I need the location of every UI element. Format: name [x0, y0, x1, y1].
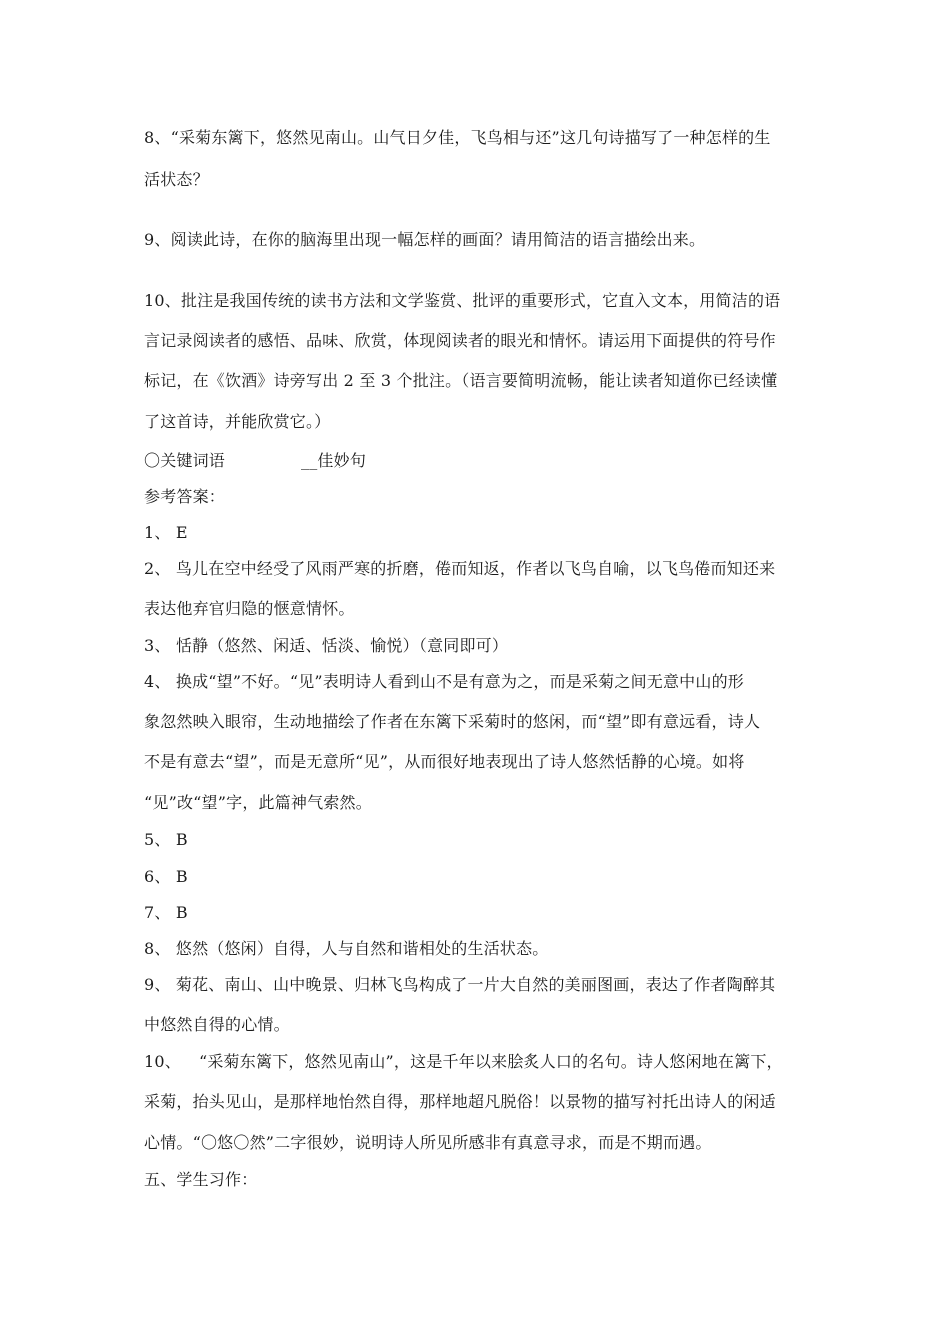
answer-10-line-1	[144, 1051, 834, 1073]
answer-7: 7、 B	[144, 903, 188, 922]
answer-4-line-3: 不是有意去“望”，而是无意所“见”，从而很好地表现出了诗人悠然恬静的心境。如将	[144, 752, 745, 771]
answer-9-line-1: 9、 菊花、南山、山中晚景、归林飞鸟构成了一片大自然的美丽图画，表达了作者陶醉其	[144, 975, 776, 994]
answer-3: 3、 恬静（悠然、闲适、恬淡、愉悦）（意同即可）	[144, 636, 509, 655]
symbol-sentence: 佳妙句	[317, 451, 367, 470]
answer-1: 1、 E	[144, 523, 188, 542]
answer-9-line-2: 中悠然自得的心情。	[144, 1015, 290, 1034]
question-9-line-1: 9、阅读此诗，在你的脑海里出现一幅怎样的画面？请用简洁的语言描绘出来。	[144, 230, 706, 249]
question-10-line-2: 言记录阅读者的感悟、品味、欣赏，体现阅读者的眼光和情怀。请运用下面提供的符号作	[144, 331, 776, 350]
answer-10-line-3: 心情。“〇悠〇然”二字很妙，说明诗人所见所感非有真意寻求，而是不期而遇。	[144, 1133, 712, 1152]
question-10-line-4: 了这首诗，并能欣赏它。）	[144, 412, 331, 431]
answers-heading: 参考答案：	[144, 487, 226, 506]
section-5-heading: 五、学生习作：	[144, 1170, 258, 1189]
answer-8: 8、 悠然（悠闲）自得，人与自然和谐相处的生活状态。	[144, 939, 549, 958]
symbol-keyword: 〇关键词语	[144, 451, 226, 470]
question-10-line-1: 10、批注是我国传统的读书方法和文学鉴赏、批评的重要形式，它直入文本，用简洁的语	[144, 291, 781, 310]
answer-5: 5、 B	[144, 830, 188, 849]
answer-10-line-2: 采菊，抬头见山，是那样地怡然自得，那样地超凡脱俗！以景物的描写衬托出诗人的闲适	[144, 1092, 776, 1111]
answer-2-line-2: 表达他弃官归隐的惬意情怀。	[144, 599, 355, 618]
annotation-symbols	[144, 450, 834, 472]
answer-4-line-1: 4、 换成“望”不好。“见”表明诗人看到山不是有意为之，而是采菊之间无意中山的形	[144, 672, 744, 691]
answer-2-line-1: 2、 鸟儿在空中经受了风雨严寒的折磨，倦而知返，作者以飞鸟自喻，以飞鸟倦而知还来	[144, 559, 776, 578]
symbol-underline-mark: __	[301, 451, 318, 470]
answer-6: 6、 B	[144, 867, 188, 886]
question-8-line-1: 8、“采菊东篱下，悠然见南山。山气日夕佳，飞鸟相与还”这几句诗描写了一种怎样的生	[144, 128, 771, 147]
question-8-line-2: 活状态？	[144, 170, 209, 189]
answer-10-text-1: “采菊东篱下，悠然见南山”，这是千年以来脍炙人口的名句。诗人悠闲地在篱下，	[198, 1052, 783, 1071]
answer-4-line-4: “见”改“望”字，此篇神气索然。	[144, 793, 372, 812]
answer-10-number: 10、	[144, 1052, 181, 1071]
answer-4-line-2: 象忽然映入眼帘，生动地描绘了作者在东篱下采菊时的悠闲，而“望”即有意远看，诗人	[144, 712, 761, 731]
question-10-line-3: 标记，在《饮酒》诗旁写出 2 至 3 个批注。（语言要简明流畅，能让读者知道你已经读懂	[144, 371, 778, 390]
